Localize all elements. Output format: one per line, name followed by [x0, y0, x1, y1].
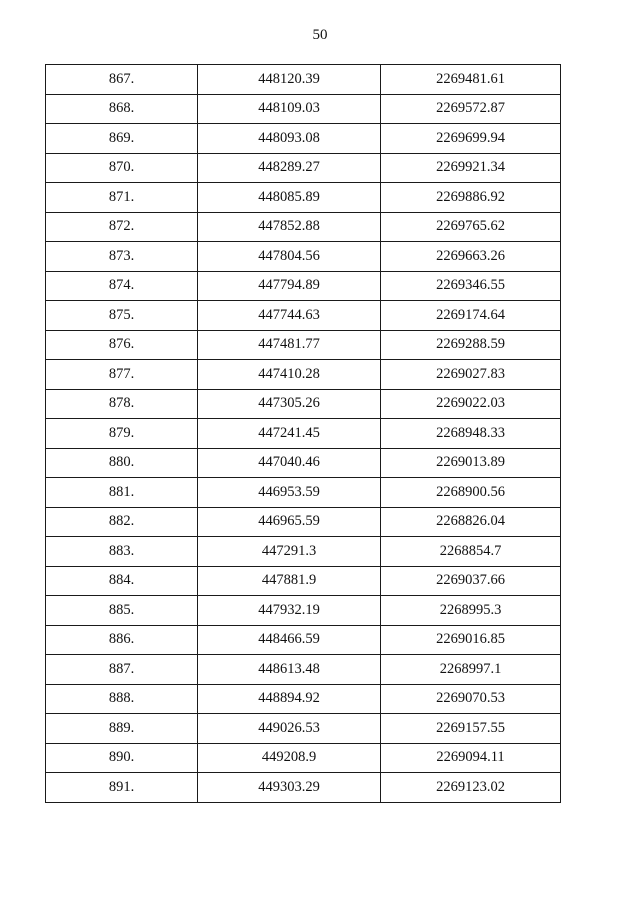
table-row	[46, 124, 561, 154]
y-coordinate-cell: 2269699.94	[381, 124, 561, 154]
x-coordinate-cell: 448120.39	[198, 65, 381, 95]
table-row	[46, 714, 561, 744]
x-coordinate-cell: 448466.59	[198, 625, 381, 655]
table-row	[46, 478, 561, 508]
y-coordinate-cell: 2269481.61	[381, 65, 561, 95]
y-coordinate-cell: 2268900.56	[381, 478, 561, 508]
point-number-cell: 890.	[46, 743, 198, 773]
point-number-cell: 876.	[46, 330, 198, 360]
y-coordinate-cell: 2269094.11	[381, 743, 561, 773]
x-coordinate-cell: 448093.08	[198, 124, 381, 154]
coordinates-table	[45, 64, 561, 803]
x-coordinate-cell: 446965.59	[198, 507, 381, 537]
x-coordinate-cell: 448289.27	[198, 153, 381, 183]
point-number-cell: 886.	[46, 625, 198, 655]
table-row	[46, 507, 561, 537]
x-coordinate-cell: 449208.9	[198, 743, 381, 773]
point-number-cell: 872.	[46, 212, 198, 242]
x-coordinate-cell: 447410.28	[198, 360, 381, 390]
x-coordinate-cell: 448109.03	[198, 94, 381, 124]
x-coordinate-cell: 447305.26	[198, 389, 381, 419]
x-coordinate-cell: 447881.9	[198, 566, 381, 596]
point-number-cell: 880.	[46, 448, 198, 478]
point-number-cell: 884.	[46, 566, 198, 596]
table-row	[46, 448, 561, 478]
point-number-cell: 871.	[46, 183, 198, 213]
y-coordinate-cell: 2269070.53	[381, 684, 561, 714]
table-row	[46, 242, 561, 272]
point-number-cell: 882.	[46, 507, 198, 537]
table-row	[46, 655, 561, 685]
x-coordinate-cell: 449303.29	[198, 773, 381, 803]
table-row	[46, 153, 561, 183]
point-number-cell: 881.	[46, 478, 198, 508]
y-coordinate-cell: 2269886.92	[381, 183, 561, 213]
x-coordinate-cell: 447040.46	[198, 448, 381, 478]
y-coordinate-cell: 2269346.55	[381, 271, 561, 301]
y-coordinate-cell: 2269157.55	[381, 714, 561, 744]
table-row	[46, 94, 561, 124]
y-coordinate-cell: 2269663.26	[381, 242, 561, 272]
y-coordinate-cell: 2269016.85	[381, 625, 561, 655]
x-coordinate-cell: 447794.89	[198, 271, 381, 301]
point-number-cell: 874.	[46, 271, 198, 301]
coordinates-table-body	[46, 65, 561, 803]
y-coordinate-cell: 2269013.89	[381, 448, 561, 478]
table-row	[46, 360, 561, 390]
x-coordinate-cell: 449026.53	[198, 714, 381, 744]
point-number-cell: 870.	[46, 153, 198, 183]
point-number-cell: 888.	[46, 684, 198, 714]
x-coordinate-cell: 447804.56	[198, 242, 381, 272]
y-coordinate-cell: 2269288.59	[381, 330, 561, 360]
point-number-cell: 889.	[46, 714, 198, 744]
y-coordinate-cell: 2268948.33	[381, 419, 561, 449]
y-coordinate-cell: 2269037.66	[381, 566, 561, 596]
y-coordinate-cell: 2268995.3	[381, 596, 561, 626]
y-coordinate-cell: 2269027.83	[381, 360, 561, 390]
point-number-cell: 875.	[46, 301, 198, 331]
table-row	[46, 596, 561, 626]
point-number-cell: 878.	[46, 389, 198, 419]
x-coordinate-cell: 448894.92	[198, 684, 381, 714]
x-coordinate-cell: 447241.45	[198, 419, 381, 449]
x-coordinate-cell: 447932.19	[198, 596, 381, 626]
x-coordinate-cell: 448085.89	[198, 183, 381, 213]
table-row	[46, 301, 561, 331]
table-row	[46, 625, 561, 655]
y-coordinate-cell: 2269022.03	[381, 389, 561, 419]
x-coordinate-cell: 447481.77	[198, 330, 381, 360]
x-coordinate-cell: 447291.3	[198, 537, 381, 567]
table-row	[46, 183, 561, 213]
y-coordinate-cell: 2268826.04	[381, 507, 561, 537]
x-coordinate-cell: 446953.59	[198, 478, 381, 508]
table-row	[46, 389, 561, 419]
table-row	[46, 271, 561, 301]
table-row	[46, 419, 561, 449]
point-number-cell: 885.	[46, 596, 198, 626]
table-row	[46, 65, 561, 95]
table-row	[46, 330, 561, 360]
y-coordinate-cell: 2268854.7	[381, 537, 561, 567]
point-number-cell: 867.	[46, 65, 198, 95]
table-row	[46, 684, 561, 714]
x-coordinate-cell: 448613.48	[198, 655, 381, 685]
point-number-cell: 879.	[46, 419, 198, 449]
y-coordinate-cell: 2269123.02	[381, 773, 561, 803]
point-number-cell: 877.	[46, 360, 198, 390]
y-coordinate-cell: 2269572.87	[381, 94, 561, 124]
y-coordinate-cell: 2268997.1	[381, 655, 561, 685]
table-row	[46, 743, 561, 773]
table-row	[46, 773, 561, 803]
table-row	[46, 566, 561, 596]
x-coordinate-cell: 447852.88	[198, 212, 381, 242]
table-row	[46, 537, 561, 567]
page-number: 50	[312, 27, 328, 43]
point-number-cell: 883.	[46, 537, 198, 567]
x-coordinate-cell: 447744.63	[198, 301, 381, 331]
table-row	[46, 212, 561, 242]
point-number-cell: 887.	[46, 655, 198, 685]
point-number-cell: 868.	[46, 94, 198, 124]
point-number-cell: 873.	[46, 242, 198, 272]
point-number-cell: 891.	[46, 773, 198, 803]
y-coordinate-cell: 2269174.64	[381, 301, 561, 331]
point-number-cell: 869.	[46, 124, 198, 154]
y-coordinate-cell: 2269921.34	[381, 153, 561, 183]
y-coordinate-cell: 2269765.62	[381, 212, 561, 242]
